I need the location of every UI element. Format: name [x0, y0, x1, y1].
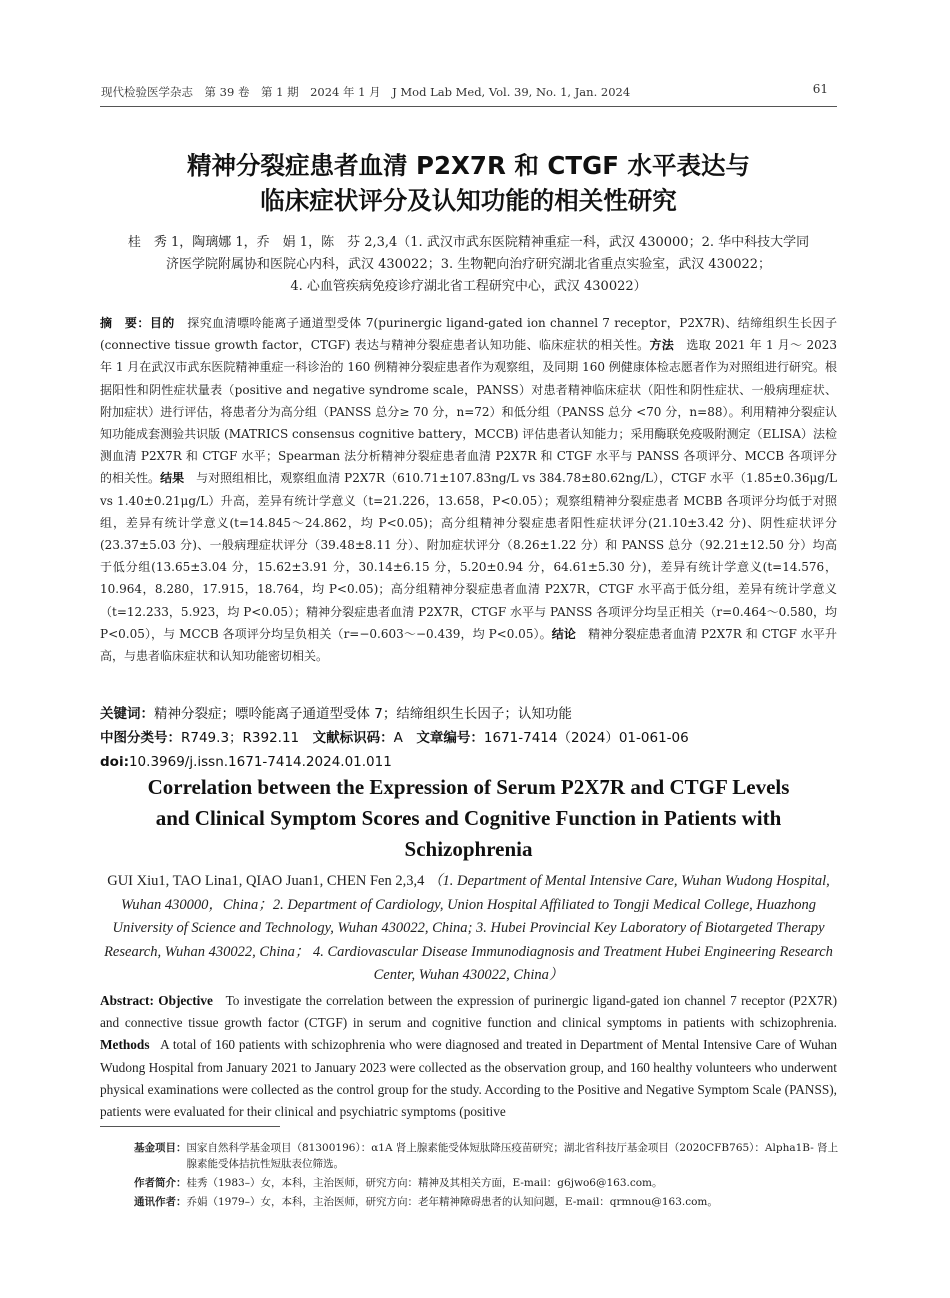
chinese-title-line-2: 临床症状评分及认知功能的相关性研究 [260, 186, 677, 215]
methods-label: 方法 [649, 338, 675, 353]
fund-label: 基金项目： [134, 1142, 187, 1154]
footnote-corresponding [134, 1194, 839, 1210]
english-author-names: GUI Xiu1, TAO Lina1, QIAO Juan1, CHEN Fen 2,3,4 [107, 873, 425, 889]
classification-line [100, 727, 837, 749]
objective-label: 目的 [149, 316, 175, 330]
english-authors [100, 870, 837, 988]
page-number: 61 [812, 82, 828, 96]
article-number-label: 文章编号： [416, 730, 484, 746]
keywords-line [100, 703, 837, 725]
english-title [100, 772, 837, 865]
clc-label: 中图分类号： [100, 730, 181, 746]
footnote-rule [100, 1126, 280, 1127]
results-label: 结果 [160, 471, 185, 486]
english-affiliation-1: （1. Department of Mental Intensive Care, Wuhan Wudong Hospital, Wuhan 430000，China； [120, 873, 830, 913]
fund-text: 国家自然科学基金项目（81300196）：α1A 肾上腺素能受体短肽降压疫苗研究；湖北省科技厅基金项目（2020CFB765）：Alpha1B- 肾上腺素能受体拮抗性短肽表位筛选。 [186, 1142, 839, 1170]
doc-code-value: A [393, 730, 403, 746]
results-text: 与对照组相比，观察组血清 P2X7R（610.71±107.83ng/L vs 384.78±80.62ng/L），CTGF 水平（1.85±0.36μg/L vs 1.40±0.21μg/L）升高，差异有统计学意义（t=21.226，13.658，P<0.05）；观察组精神分裂症患者 MCBB 各项评分均低于对照组，差异有统计学意义(t=14.845～24.862，均 P<0.05)；高分组精神分裂症患者阳性症状评分(21.10±3.42 分)、阴性症状评分(23.37±5.03 分)、一般病理症状评分（39.48±8.11 分）、附加症状评分（8.26±1.22 分）和 PANSS 总分（92.21±12.50 分）均高于低分组(13.65±3.04 分，15.62±3.91 分，30.14±6.15 分，5.20±0.94 分，64.61±5.30 分)，差异有统计学意义(t=14.576，10.964，8.280，17.915，18.764，均 P<0.05)；高分组精神分裂症患者血清 P2X7R，CTGF 水平高于低分组，差异有统计学意义（t=12.233，5.923，均 P<0.05）；精神分裂症患者血清 P2X7R，CTGF 水平与 PANSS 各项评分均呈正相关（r=0.464～0.580，均 P<0.05），与 MCCB 各项评分均呈负相关（r=−0.603～−0.439，均 P<0.05）。 [100, 471, 837, 641]
keywords-label: 关键词： [100, 706, 154, 722]
english-title-line-2: and Clinical Symptom Scores and Cognitive Function in Patients with [155, 806, 782, 830]
running-head: 现代检验医学杂志 第 39 卷 第 1 期 2024 年 1 月 J Mod Lab Med, Vol. 39, No. 1, Jan. 2024 [101, 85, 631, 99]
chinese-authors [100, 232, 837, 298]
abstract-label: 摘 要： [100, 316, 150, 330]
chinese-abstract [100, 312, 837, 667]
chinese-authors-line-2: 济医学院附属协和医院心内科，武汉 430022；3. 生物靶向治疗研究湖北省重点实验室，武汉 430022； [165, 257, 772, 272]
doi-line [100, 751, 837, 773]
chinese-title-line-1: 精神分裂症患者血清 P2X7R 和 CTGF 水平表达与 [187, 151, 750, 180]
english-affiliation-2: 2. Department of Cardiology, Union Hospital Affiliated to Tongji Medical College, Huazhong University of Science and Technology, Wuhan 430022, China [112, 896, 817, 936]
methods-text: 选取 2021 年 1 月～ 2023 年 1 月在武汉市武东医院精神重症一科诊治的 160 例精神分裂症患者作为观察组，及同期 160 例健康体检志愿者作为对照组进行研究。根据阳性和阴性症状量表（positive and negative syndrome scale，PANSS）对患者精神临床症状（阳性和阴性症状、一般病理症状、附加症状）进行评估，将患者分为高分组（PANSS 总分≥ 70 分，n=72）和低分组（PANSS 总分 <70 分，n=88）。利用精神分裂症认知功能成套测验共识版 (MATRICS consensus cognitive battery，MCCB) 评估患者认知能力；采用酶联免疫吸附测定（ELISA）法检测血清 P2X7R 和 CTGF 水平；Spearman 法分析精神分裂症患者血清 P2X7R 和 CTGF 水平与 PANSS 各项评分、MCCB 各项评分的相关性。 [100, 338, 837, 486]
english-title-line-1: Correlation between the Expression of Serum P2X7R and CTGF Levels [147, 775, 790, 799]
author-bio-text: 桂秀（1983–）女，本科，主治医师，研究方向：精神及其相关方面，E-mail：g6jwo6@163.com。 [186, 1177, 663, 1189]
chinese-authors-line-3: 4. 心血管疾病免疫诊疗湖北省工程研究中心，武汉 430022） [290, 279, 647, 294]
article-number-value: 1671-7414（2024）01-061-06 [483, 730, 689, 746]
doi-label: doi: [100, 754, 129, 770]
footnote-fund [134, 1140, 839, 1172]
footnotes [134, 1140, 839, 1213]
corresponding-text: 乔娟（1979–）女，本科，主治医师，研究方向：老年精神障碍患者的认知问题，E-mail：qrmnou@163.com。 [186, 1196, 718, 1208]
objective-text: 探究血清嘌呤能离子通道型受体 7(purinergic ligand-gated ion channel 7 receptor，P2X7R)、结缔组织生长因子 (connective tissue growth factor，CTGF) 表达与精神分裂症患者认知功能、临床症状的相关性。 [100, 316, 837, 353]
en-methods-text: A total of 160 patients with schizophrenia who were diagnosed and treated in Department of Mental Intensive Care of Wuhan Wudong Hospital from January 2021 to January 2023 were collected as the observation group, and 160 healthy volunteers who underwent physical examinations were collected as the control group for the study. According to the Positive and Negative Symptom Scale (PANSS), patients were evaluated for their clinical and psychiatric symptoms (positive [100, 1037, 837, 1120]
en-methods-label: Methods [100, 1037, 150, 1053]
en-objective-text: To investigate the correlation between the expression of purinergic ligand-gated ion channel 7 receptor (P2X7R) and connective tissue growth factor (CTGF) in serum and cognitive function and clinical symptoms in patients with schizophrenia. [100, 993, 837, 1031]
chinese-authors-line-1: 桂 秀 1，陶璃娜 1，乔 娟 1，陈 芬 2,3,4（1. 武汉市武东医院精神重症一科，武汉 430000；2. 华中科技大学同 [127, 235, 810, 250]
chinese-title [100, 148, 837, 218]
footnote-author [134, 1175, 839, 1191]
keywords-text: 精神分裂症；嘌呤能离子通道型受体 7；结缔组织生长因子；认知功能 [154, 706, 572, 722]
clc-value: R749.3；R392.11 [181, 730, 300, 746]
doi-value: 10.3969/j.issn.1671-7414.2024.01.011 [128, 754, 392, 770]
author-bio-label: 作者简介： [134, 1177, 187, 1189]
conclusion-label: 结论 [551, 626, 576, 641]
english-title-line-3: Schizophrenia [404, 837, 533, 861]
doc-code-label: 文献标识码： [312, 730, 394, 746]
en-objective-label: Objective [158, 993, 213, 1008]
en-abstract-label: Abstract: [100, 993, 154, 1008]
english-affiliation-4: 4. Cardiovascular Disease Immunodiagnosis and Treatment Hubei Engineering Research Center, Wuhan 430022, China） [312, 943, 833, 983]
english-affiliation-3: ; 3. Hubei Provincial Key Laboratory of Biotargeted Therapy Research, Wuhan 430022, China； [104, 920, 825, 960]
header-rule [100, 106, 837, 107]
english-abstract [100, 990, 837, 1123]
conclusion-text: 精神分裂症患者血清 P2X7R 和 CTGF 水平升高，与患者临床症状和认知功能密切相关。 [100, 626, 837, 664]
corresponding-label: 通讯作者： [134, 1196, 187, 1208]
